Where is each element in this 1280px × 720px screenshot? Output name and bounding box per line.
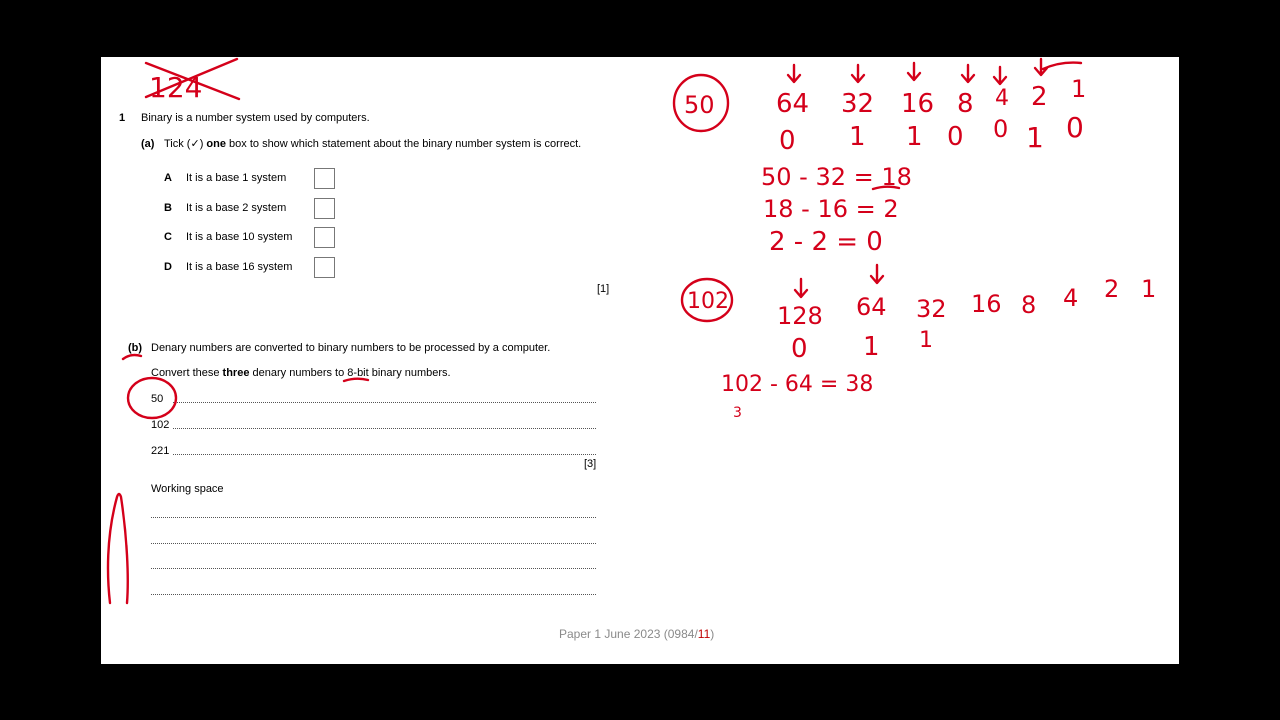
bit: 1: [863, 332, 880, 362]
footer-paper-number: 11: [697, 627, 711, 641]
bit: 1: [1026, 121, 1044, 154]
place-value: 8: [957, 89, 974, 119]
option-letter: D: [164, 261, 172, 273]
place-value: 4: [1063, 284, 1079, 312]
working-step: 50 - 32 = 18: [761, 163, 912, 191]
option-text: It is a base 2 system: [186, 202, 287, 214]
underline-mark: [344, 379, 368, 381]
bracket-mark: [108, 494, 128, 603]
down-arrow: [1035, 59, 1081, 75]
working-step: 2 - 2 = 0: [769, 227, 883, 257]
working-step: 102 - 64 = 38: [721, 372, 874, 397]
bit: 0: [791, 334, 808, 364]
bit: 0: [993, 115, 1009, 143]
part-b-marks: [3]: [584, 458, 597, 470]
down-arrow: [795, 279, 807, 297]
part-a-label: (a): [141, 138, 155, 150]
part-b-stem: Denary numbers are converted to binary numbers to be processed by a computer.: [151, 342, 551, 354]
part-a-marks: [1]: [597, 283, 610, 295]
crossed-out-number: 124: [149, 71, 203, 104]
part-a-instruction-bold: one: [206, 138, 226, 150]
denary-number: 50: [151, 393, 164, 405]
question-stem: Binary is a number system used by computers.: [141, 112, 370, 124]
place-value: 32: [916, 295, 947, 323]
place-value: 1: [1071, 75, 1087, 103]
option-letter: A: [164, 172, 172, 184]
down-arrow: [788, 65, 800, 82]
place-value: 1: [1141, 275, 1157, 303]
denary-number: 102: [151, 419, 170, 431]
handwritten-annotations: [101, 57, 1179, 664]
place-value: 32: [841, 89, 875, 119]
down-arrow: [962, 65, 974, 82]
part-b-instruction-pre: Convert these: [151, 367, 220, 379]
down-arrow: [852, 65, 864, 82]
option-text: It is a base 1 system: [186, 172, 287, 184]
place-value: 8: [1021, 291, 1037, 319]
circled-number: 102: [687, 289, 729, 314]
footer-text: Paper 1 June 2023 (0984/: [559, 627, 698, 641]
stray-mark: 3: [733, 405, 742, 421]
place-value: 4: [995, 86, 1009, 111]
part-b-label: (b): [128, 342, 143, 354]
circle-mark: [128, 378, 176, 418]
place-value: 2: [1104, 275, 1120, 303]
question-number: 1: [119, 112, 126, 124]
exam-page: [101, 57, 1179, 664]
footer-close: ): [710, 627, 715, 641]
place-value: 64: [856, 293, 887, 321]
place-value: 16: [901, 89, 935, 119]
denary-number: 221: [151, 445, 170, 457]
option-letter: B: [164, 202, 172, 214]
bit: 1: [906, 122, 923, 152]
working-space-label: Working space: [151, 483, 224, 495]
circled-number: 50: [684, 91, 715, 119]
down-arrow: [871, 265, 883, 283]
place-value: 64: [776, 89, 810, 119]
working-step: 18 - 16 = 2: [763, 195, 899, 223]
bit: 1: [849, 122, 866, 152]
bit: 0: [1066, 111, 1084, 144]
part-b-instruction-post: denary numbers to 8-bit binary numbers.: [252, 367, 451, 379]
part-a-instruction-pre: Tick (✓): [164, 138, 204, 150]
down-arrow: [994, 67, 1006, 84]
underline-mark: [123, 355, 141, 359]
bit: 0: [779, 126, 796, 156]
down-arrow: [908, 63, 920, 80]
option-letter: C: [164, 231, 172, 243]
bit: 0: [947, 122, 964, 152]
part-b-instruction-bold: three: [222, 367, 250, 379]
option-text: It is a base 16 system: [186, 261, 293, 273]
bit: 1: [919, 328, 933, 353]
part-a-instruction-post: box to show which statement about the binary number system is correct.: [229, 138, 582, 150]
option-text: It is a base 10 system: [186, 231, 293, 243]
place-value: 128: [777, 302, 823, 330]
place-value: 2: [1031, 82, 1048, 112]
place-value: 16: [971, 290, 1002, 318]
